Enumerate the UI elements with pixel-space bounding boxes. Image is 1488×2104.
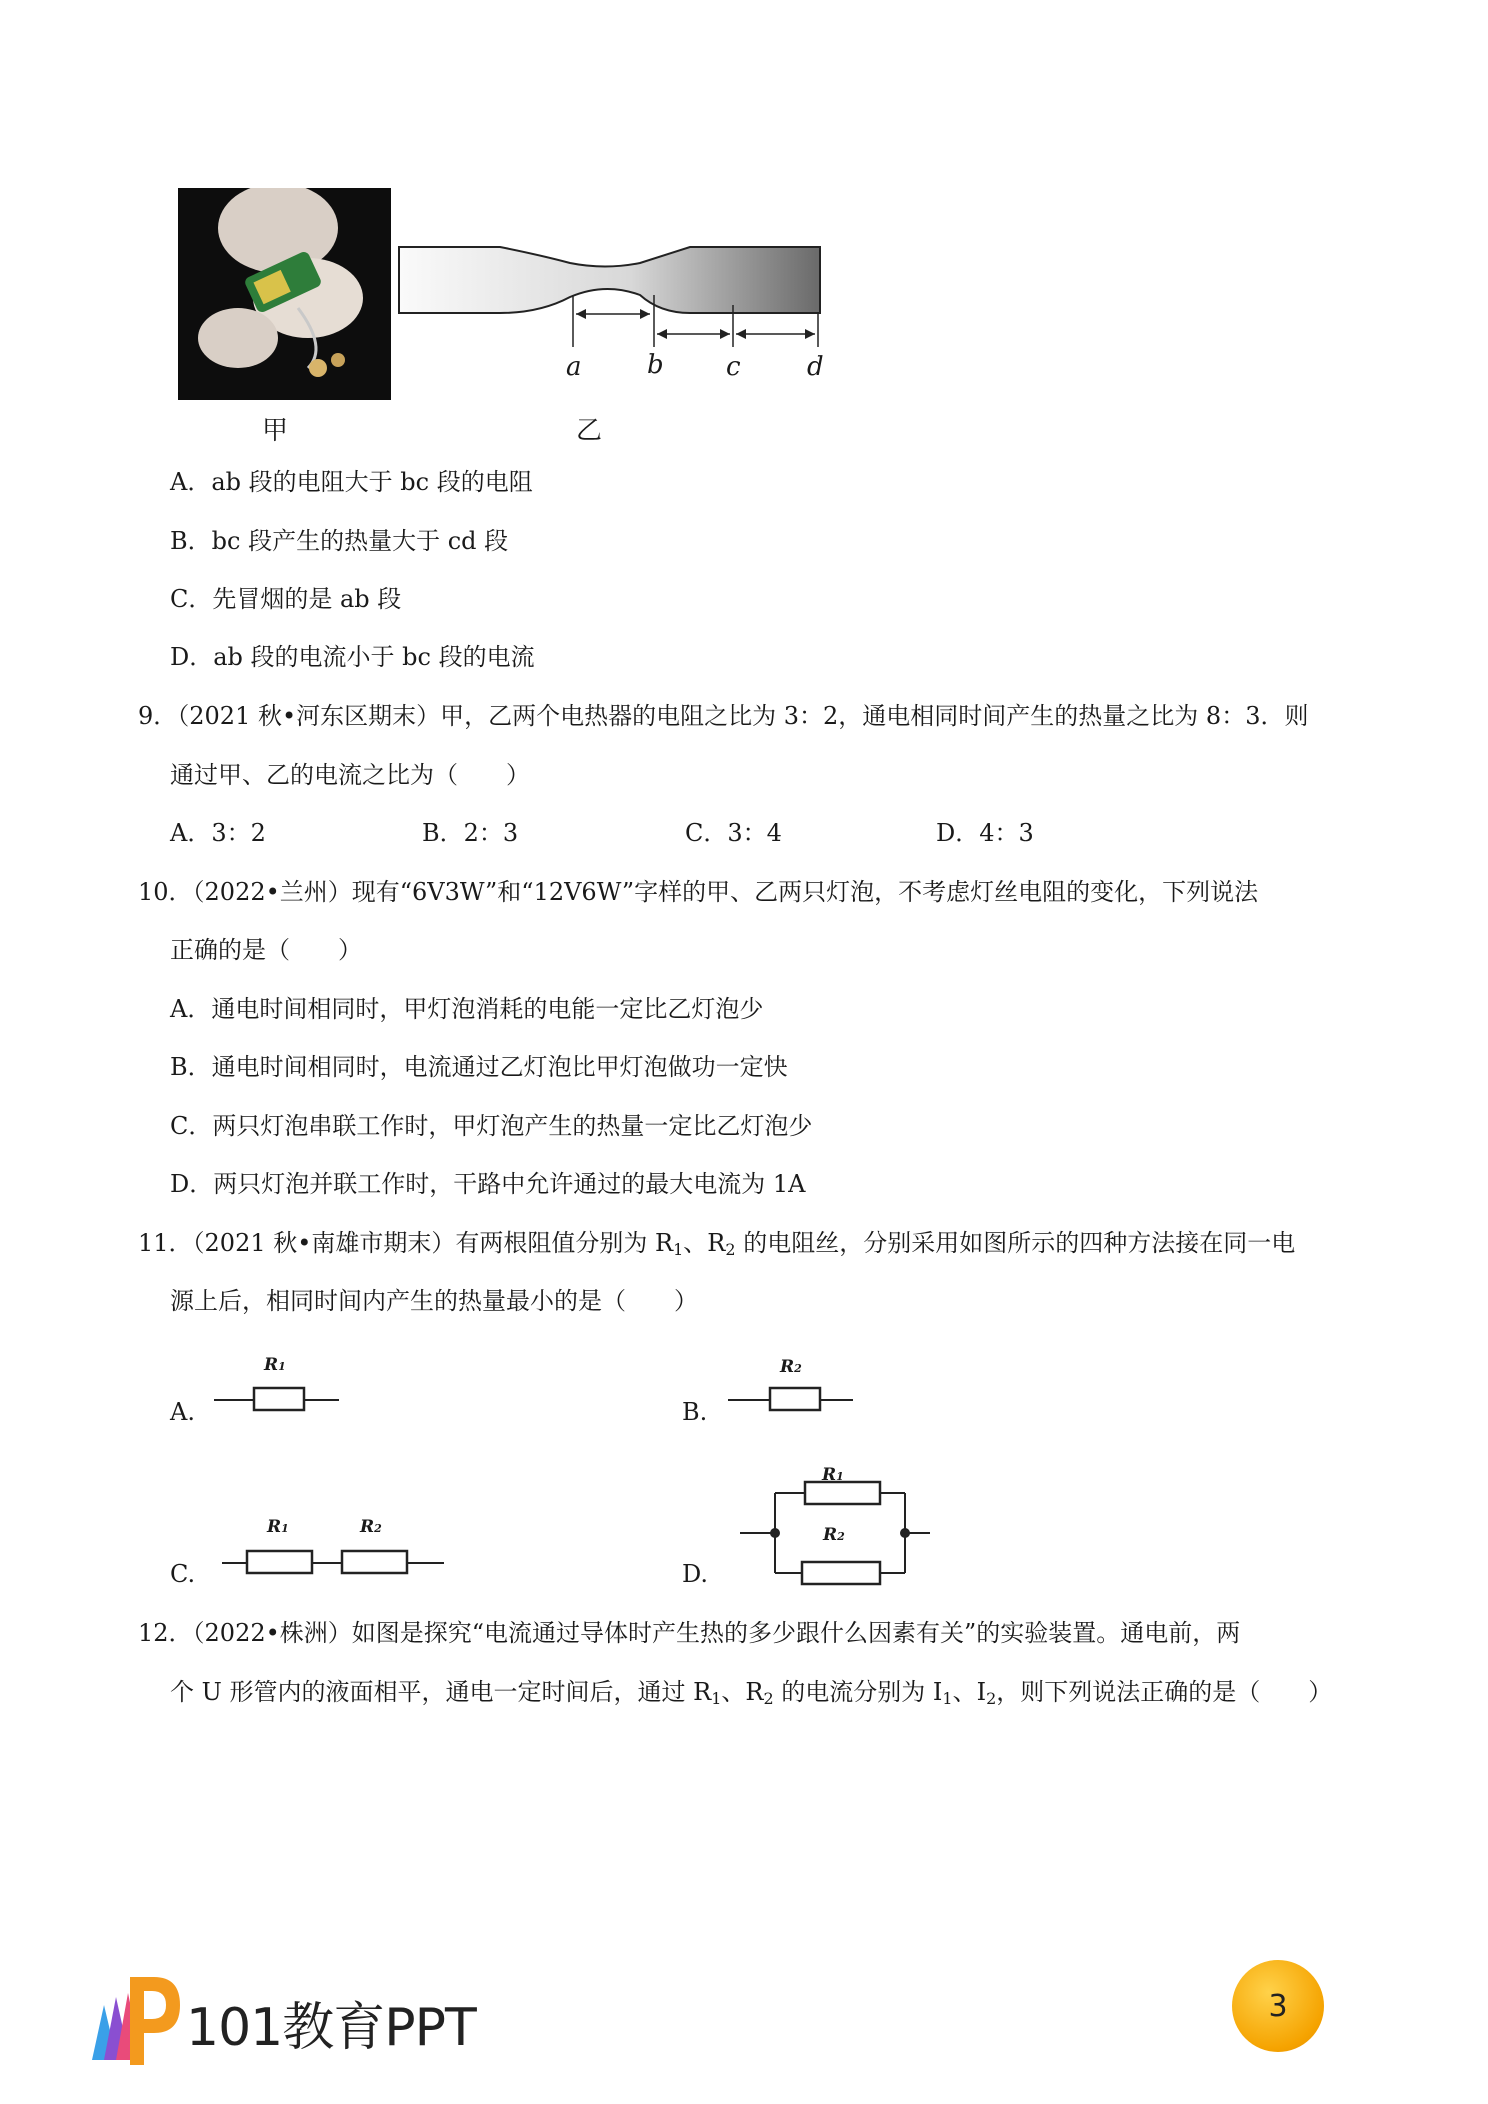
q11-option-c-label: C. — [170, 1560, 196, 1588]
q11-option-b-label: B. — [682, 1398, 708, 1426]
q10-option-c: C．两只灯泡串联工作时，甲灯泡产生的热量一定比乙灯泡少 — [170, 1112, 813, 1140]
q9-option-a: A．3：2 — [170, 819, 266, 847]
q9-stem-line1: 9．（2021 秋•河东区期末）甲，乙两个电热器的电阻之比为 3：2，通电相同时间产生的热量之比为 8：3．则 — [138, 702, 1309, 730]
q9-stem-line2: 通过甲、乙的电流之比为（ ） — [170, 761, 530, 789]
q8-option-d: D．ab 段的电流小于 bc 段的电流 — [170, 643, 535, 671]
q8-option-a: A．ab 段的电阻大于 bc 段的电阻 — [170, 468, 533, 496]
segment-label-a: a — [566, 352, 582, 382]
q11-circuit-b: R2 — [728, 1355, 858, 1415]
segment-label-d: d — [807, 352, 824, 382]
q11-stem-line2: 源上后，相同时间内产生的热量最小的是（ ） — [170, 1287, 698, 1315]
page-number-badge — [1232, 1960, 1324, 2052]
figure-yi-conductor — [390, 235, 830, 405]
q8-option-c: C．先冒烟的是 ab 段 — [170, 585, 402, 613]
figure-label-jia: 甲 — [262, 416, 289, 446]
q8-option-b: B．bc 段产生的热量大于 cd 段 — [170, 527, 509, 555]
q11-circuit-a: R1 — [214, 1355, 344, 1415]
page-number: 3 — [1268, 1988, 1288, 2024]
q11-option-a-label: A. — [170, 1398, 195, 1426]
q9-option-c: C．3：4 — [685, 819, 782, 847]
q10-option-b: B．通电时间相同时，电流通过乙灯泡比甲灯泡做功一定快 — [170, 1053, 788, 1081]
figure-label-yi: 乙 — [576, 416, 603, 446]
q11-stem-line1: 11．（2021 秋•南雄市期末）有两根阻值分别为 $R_1$、$R_2$ 的电阻丝，分别采用如图所示的四种方法接在同一电 — [138, 1229, 1296, 1259]
q10-option-a: A．通电时间相同时，甲灯泡消耗的电能一定比乙灯泡少 — [170, 995, 764, 1023]
logo-icon — [82, 1965, 182, 2075]
q10-stem-line2: 正确的是（ ） — [170, 936, 362, 964]
logo-text: 101教育PPT — [186, 1998, 476, 2058]
q11-option-d-label: D. — [682, 1560, 709, 1588]
figure-jia-photo — [178, 188, 391, 400]
q9-option-b: B．2：3 — [422, 819, 519, 847]
hand-battery-illustration — [178, 188, 391, 400]
segment-label-b: b — [647, 350, 664, 380]
q11-circuit-c: R1 R2 — [222, 1515, 452, 1580]
q12-stem-line2: 个 U 形管内的液面相平，通电一定时间后，通过 $R_1$、$R_2$ 的电流分别为 $I_1$、$I_2$，则下列说法正确的是（ ） — [170, 1678, 1333, 1708]
q12-stem-line1: 12．（2022•株洲）如图是探究“电流通过导体时产生热的多少跟什么因素有关”的实验装置。通电前，两 — [138, 1619, 1241, 1647]
q10-stem-line1: 10．（2022•兰州）现有“6V3W”和“12V6W”字样的甲、乙两只灯泡，不考虑灯丝电阻的变化，下列说法 — [138, 878, 1259, 906]
q10-option-d: D．两只灯泡并联工作时，干路中允许通过的最大电流为 1A — [170, 1170, 806, 1198]
segment-label-c: c — [726, 352, 741, 382]
q11-circuit-d: R1 R2 — [740, 1455, 940, 1595]
q9-option-d: D．4：3 — [936, 819, 1034, 847]
